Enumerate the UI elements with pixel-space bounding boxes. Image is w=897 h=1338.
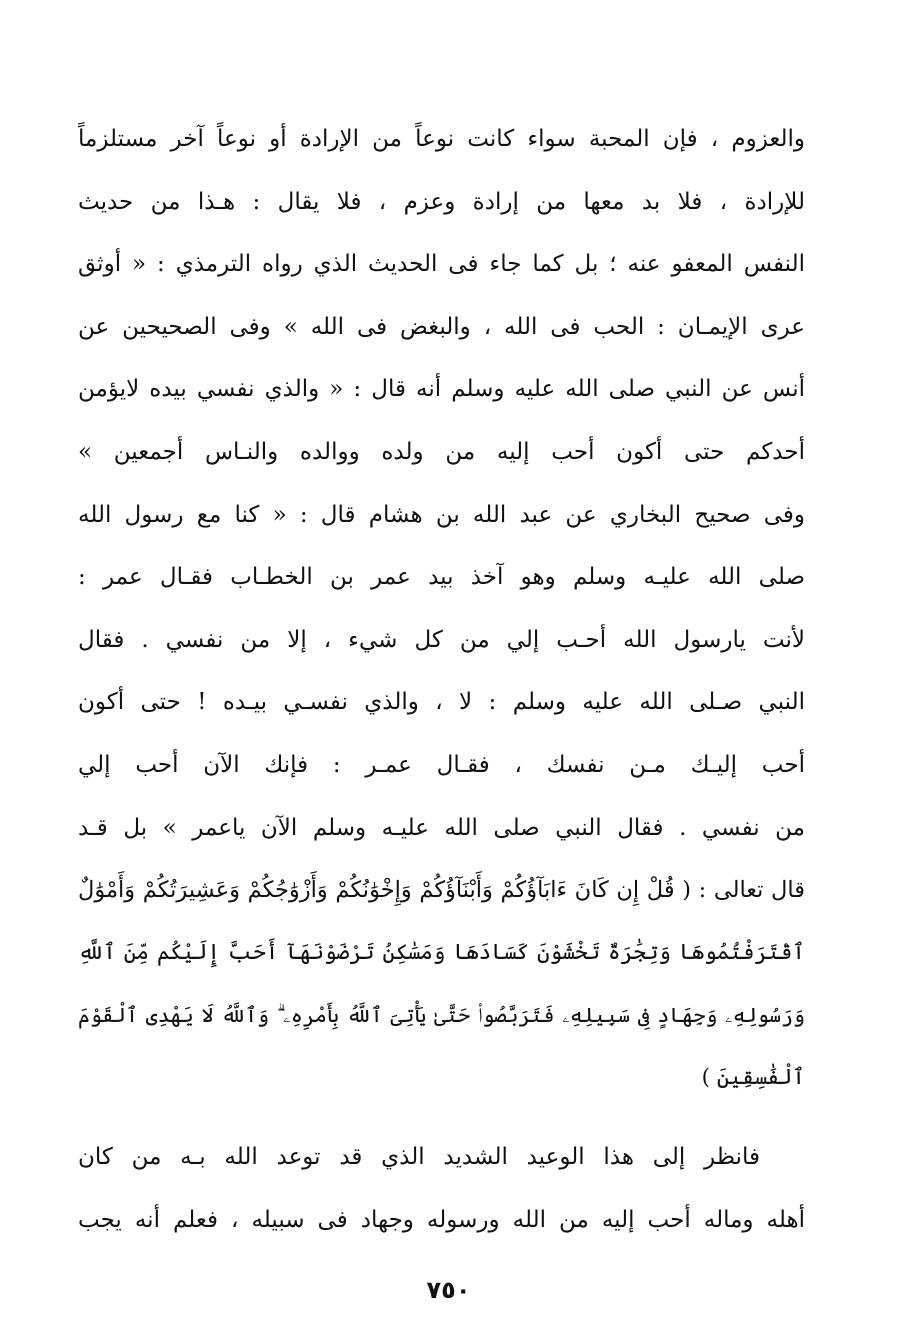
text-line: من نفسي . فقال النبي صلى الله عليـه وسلم الآن ياعمر » بل قـد	[78, 814, 805, 841]
text-line: لأنت يارسول الله أحـب إلي من كل شيء ، إلا من نفسي . فقال	[78, 626, 805, 653]
text-line: أحب إليـك مـن نفسك ، فقـال عمـر : فإنك الآن أحب إلي	[78, 751, 805, 778]
paragraph-main	[78, 108, 805, 1110]
text-line: أنس عن النبي صلى الله عليه وسلم أنه قال : « والذي نفسي بيده لايؤمن	[78, 376, 805, 403]
text-line: والعزوم ، فإن المحبة سواء كانت نوعاً من الإرادة أو نوعاً آخر مستلزماً	[78, 126, 805, 152]
quran-verse-line: ٱلْفَٰسِقِينَ )	[701, 1064, 805, 1090]
quran-verse-line: ٱقْتَرَفْتُمُوهَا وَتِجَٰرَةٌ تَخْشَوْنَ كَسَادَهَا وَمَسَٰكِنُ تَرْضَوْنَهَآ أَحَبَّ إِلَيْكُم مِّنَ ٱللَّهِ	[78, 939, 805, 965]
text-line: أهله وماله أحب إليه من الله ورسوله وجهاد فى سبيله ، فعلم أنه يجب	[78, 1206, 805, 1233]
paragraph-second	[78, 1126, 805, 1251]
text-line: أحدكم حتى أكون أحب إليه من ولده ووالده والنـاس أجمعين »	[78, 438, 805, 465]
text-line: صلى الله عليـه وسلم وهو آخذ بيد عمر بن الخطـاب فقـال عمر :	[78, 564, 805, 591]
text-line: للإرادة ، فلا بد معها من إرادة وعزم ، فلا يقال : هـذا من حديث	[78, 188, 805, 215]
text-line: وفى صحيح البخاري عن عبد الله بن هشام قال : « كنا مع رسول الله	[78, 501, 805, 528]
text-line: قال تعالى : ( قُلْ إِن كَانَ ءَابَآؤُكُمْ وَأَبْنَآؤُكُمْ وَإِخْوَٰنُكُمْ وَأَزْوَٰجُكُمْ وَعَشِيرَتُكُمْ وَأَمْوَٰلٌ	[78, 877, 805, 904]
text-line: النفس المعفو عنه ؛ بل كما جاء فى الحديث الذي رواه الترمذي : « أوثق	[78, 251, 805, 278]
text-line: عرى الإيمـان : الحب فى الله ، والبغض فى الله » وفى الصحيحين عن	[78, 313, 805, 340]
text-line: النبي صـلى الله عليه وسلم : لا ، والذي نفسـي بيـده ! حتى أكون	[78, 689, 805, 716]
text-line: فانظر إلى هذا الوعيد الشديد الذي قد توعد الله بـه من كان	[78, 1144, 760, 1170]
page-number: ٧٥٠	[426, 1276, 471, 1304]
quran-verse-line: وَرَسُولِهِۦ وَجِهَادٍ فِى سَبِيلِهِۦ فَتَرَبَّصُوا۟ حَتَّىٰ يَأْتِىَ ٱللَّهُ بِأَمْرِهِۦ ۗ وَٱللَّهُ لَا يَهْدِى ٱلْقَوْمَ	[78, 1003, 805, 1028]
